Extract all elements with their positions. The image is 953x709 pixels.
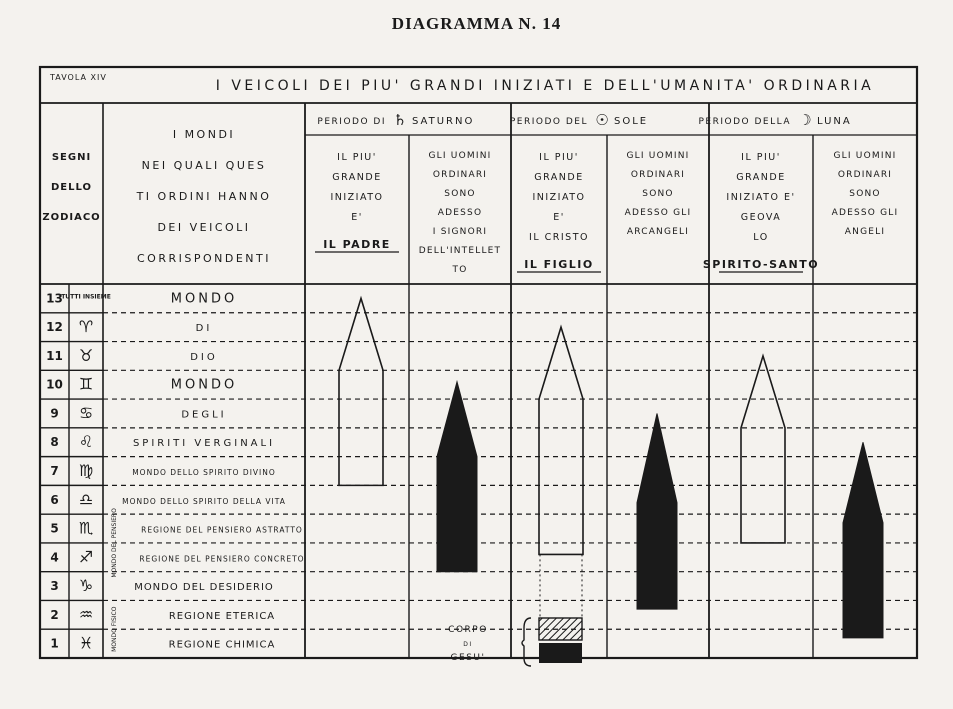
humanity-text-line: GLI UOMINI — [833, 151, 897, 161]
world-label: DI — [195, 323, 213, 335]
row-number: 7 — [50, 464, 59, 478]
initiate-text-line: SPIRITO-SANTO — [702, 258, 820, 271]
period-label: PERIODO DI — [317, 117, 386, 127]
zodiac-sign-icon: ♏ — [78, 518, 94, 538]
row-number: 12 — [46, 320, 63, 335]
worlds-header-line: DEI VEICOLI — [157, 221, 251, 234]
period-glyph-icon: ♄ — [393, 111, 407, 129]
row-number: 5 — [50, 521, 59, 536]
humanity-vehicle-moon — [843, 442, 883, 638]
period-name: SATURNO — [412, 116, 475, 127]
corpo-note-line: DI — [463, 641, 473, 648]
humanity-text-line: DELL'INTELLET — [418, 246, 502, 256]
initiate-text-line: LO — [753, 232, 769, 243]
period-label: PERIODO DEL — [509, 117, 588, 127]
world-label: MONDO DELLO SPIRITO DELLA VITA — [122, 496, 286, 506]
zodiac-sign-icon: ♉ — [78, 345, 94, 365]
row-number: 1 — [50, 636, 59, 651]
humanity-text-line: SONO — [444, 189, 476, 199]
world-label: MONDO DELLO SPIRITO DIVINO — [132, 468, 276, 477]
period-glyph-icon: ☉ — [595, 111, 609, 129]
row-number: 13 — [46, 291, 63, 306]
row-number: 11 — [46, 348, 63, 363]
humanity-text-line: ADESSO GLI — [624, 208, 692, 218]
initiate-text-line: GRANDE — [332, 172, 382, 183]
initiate-text-line: GEOVA — [740, 212, 782, 223]
zodiac-sign-icon: ♐ — [78, 547, 94, 567]
etheric-body-box — [539, 618, 582, 640]
worlds-header-line: CORRISPONDENTI — [137, 252, 271, 265]
humanity-text-line: ORDINARI — [432, 170, 488, 180]
signs-header-line: SEGNI — [51, 152, 92, 163]
humanity-text-line: SONO — [849, 189, 881, 199]
zodiac-sign-icon: ♒ — [78, 604, 94, 624]
period-name: LUNA — [817, 116, 852, 127]
corpo-note-line: GESU' — [450, 653, 486, 663]
humanity-text-line: ARCANGELI — [626, 227, 690, 237]
world-label: MONDO DEL DESIDERIO — [134, 582, 274, 594]
row-number: 3 — [50, 579, 59, 594]
world-label: REGIONE ETERICA — [168, 610, 276, 622]
humanity-text-line: SONO — [642, 189, 674, 199]
humanity-vehicle-sun — [637, 413, 677, 609]
humanity-text-line: GLI UOMINI — [626, 151, 690, 161]
zodiac-sign-icon: ♋ — [78, 403, 94, 423]
initiate-text-line: INIZIATO — [532, 192, 586, 203]
initiate-text-line: IL PIU' — [539, 152, 579, 163]
zodiac-sign-icon: ♍ — [78, 461, 94, 480]
zodiac-sign-icon: ♈ — [78, 317, 94, 337]
humanity-text-line: ADESSO — [437, 208, 483, 218]
humanity-text-line: I SIGNORI — [432, 227, 488, 237]
humanity-text-line: ORDINARI — [837, 170, 893, 180]
period-name: SOLE — [614, 116, 649, 127]
row-number: 6 — [50, 492, 59, 507]
humanity-text-line: TO — [452, 265, 468, 275]
world-label: MONDO — [170, 291, 238, 307]
initiate-text-line: INIZIATO E' — [726, 192, 796, 203]
initiate-vehicle-saturn — [339, 298, 383, 485]
initiate-text-line: IL PADRE — [323, 238, 391, 251]
row-number: 9 — [50, 406, 59, 421]
corpo-note-line: CORPO — [448, 625, 488, 635]
zodiac-sign-icon: ♌ — [78, 432, 94, 452]
physical-group-label: MONDO FISICO — [111, 606, 118, 652]
zodiac-sign-icon: ♓ — [78, 633, 94, 653]
initiate-text-line: E' — [351, 212, 363, 223]
zodiac-sign-icon: ♎ — [78, 489, 94, 509]
physical-body-box — [539, 643, 582, 663]
zodiac-sign-icon: TUTTI INSIEME — [61, 293, 111, 301]
humanity-text-line: ORDINARI — [630, 170, 686, 180]
diagram-title: DIAGRAMMA N. 14 — [391, 14, 562, 33]
humanity-text-line: ANGELI — [844, 227, 886, 237]
signs-header-line: ZODIACO — [42, 212, 101, 223]
zodiac-sign-icon: ♑ — [78, 576, 94, 596]
humanity-text-line: ADESSO GLI — [831, 208, 899, 218]
worlds-header-line: I MONDI — [172, 128, 236, 141]
initiate-vehicle-moon — [741, 356, 785, 543]
initiate-text-line: IL PIU' — [741, 152, 781, 163]
world-label: REGIONE CHIMICA — [168, 639, 276, 651]
row-number: 8 — [50, 435, 59, 450]
humanity-vehicle-saturn — [437, 382, 477, 572]
row-number: 4 — [50, 550, 59, 565]
worlds-header-line: TI ORDINI HANNO — [136, 190, 272, 203]
world-label: REGIONE DEL PENSIERO ASTRATTO — [141, 525, 303, 535]
period-glyph-icon: ☽ — [798, 111, 812, 129]
zodiac-sign-icon: ♊ — [78, 374, 94, 394]
period-label: PERIODO DELLA — [698, 117, 791, 127]
world-label: SPIRITI VERGINALI — [132, 438, 276, 450]
row-number: 2 — [50, 607, 59, 622]
initiate-text-line: INIZIATO — [330, 192, 384, 203]
signs-header-line: DELLO — [50, 182, 93, 193]
world-label: DEGLI — [181, 409, 227, 421]
initiate-text-line: IL CRISTO — [529, 232, 589, 243]
plate-label: TAVOLA XIV — [50, 73, 107, 82]
initiate-text-line: GRANDE — [736, 172, 786, 183]
thought-group-label: MONDO DEL PENSIERO — [111, 508, 118, 578]
initiate-text-line: GRANDE — [534, 172, 584, 183]
row-number: 10 — [46, 377, 63, 392]
table-heading: I VEICOLI DEI PIU' GRANDI INIZIATI E DELL'UMANITA' ORDINARIA — [215, 78, 875, 94]
initiate-text-line: IL PIU' — [337, 152, 377, 163]
world-label: REGIONE DEL PENSIERO CONCRETO — [139, 554, 305, 564]
world-label: MONDO — [170, 377, 238, 393]
world-label: DIO — [190, 351, 218, 363]
initiate-text-line: IL FIGLIO — [524, 258, 594, 271]
worlds-header-line: NEI QUALI QUES — [141, 159, 267, 172]
initiate-vehicle-sun — [539, 327, 583, 554]
initiate-text-line: E' — [553, 212, 565, 223]
humanity-text-line: GLI UOMINI — [428, 151, 492, 161]
